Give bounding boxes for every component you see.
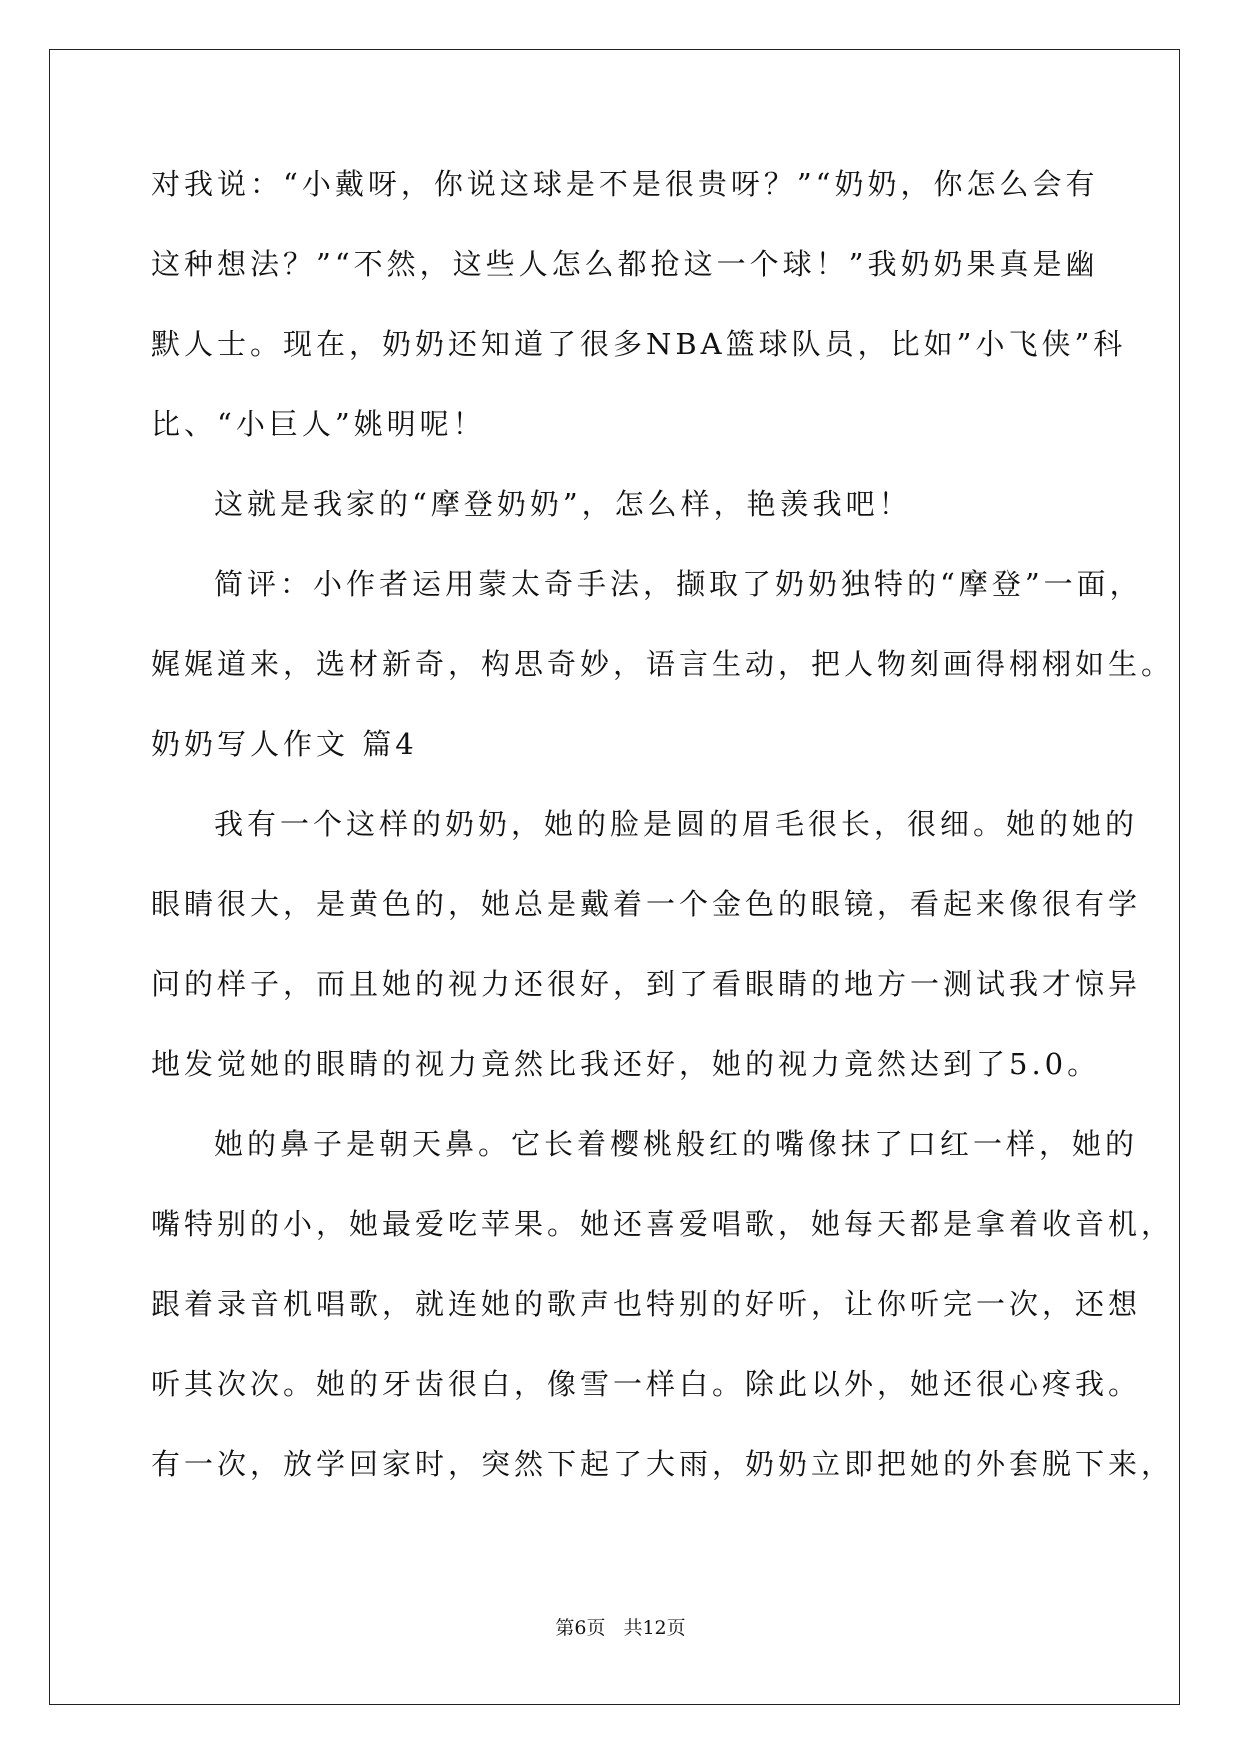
text-line: 跟着录音机唱歌，就连她的歌声也特别的好听，让你听完一次，还想 [151, 1287, 1142, 1321]
text-line: 她的鼻子是朝天鼻。它长着樱桃般红的嘴像抹了口红一样，她的 [214, 1127, 1139, 1161]
text-line: 比、“小巨人”姚明呢！ [151, 407, 486, 441]
text-line: 娓娓道来，选材新奇，构思奇妙，语言生动，把人物刻画得栩栩如生。 [151, 647, 1175, 681]
text-line: 这就是我家的“摩登奶奶”，怎么样，艳羡我吧！ [214, 487, 912, 521]
text-line: 简评：小作者运用蒙太奇手法，撷取了奶奶独特的“摩登”一面， [214, 567, 1143, 601]
text-line: 这种想法？”“不然，这些人怎么都抢这一个球！”我奶奶果真是幽 [151, 247, 1099, 281]
text-line: 地发觉她的眼睛的视力竟然比我还好，她的视力竟然达到了5.0。 [151, 1047, 1101, 1081]
text-line: 听其次次。她的牙齿很白，像雪一样白。除此以外，她还很心疼我。 [151, 1367, 1142, 1401]
text-line: 我有一个这样的奶奶，她的脸是圆的眉毛很长，很细。她的她的 [214, 807, 1139, 841]
text-line: 有一次，放学回家时，突然下起了大雨，奶奶立即把她的外套脱下来， [151, 1447, 1175, 1481]
page-footer [0, 1616, 1241, 1640]
text-line: 嘴特别的小，她最爱吃苹果。她还喜爱唱歌，她每天都是拿着收音机， [151, 1207, 1175, 1241]
text-line: 问的样子，而且她的视力还很好，到了看眼睛的地方一测试我才惊异 [151, 967, 1142, 1001]
text-line: 眼睛很大，是黄色的，她总是戴着一个金色的眼镜，看起来像很有学 [151, 887, 1142, 921]
text-line: 对我说：“小戴呀，你说这球是不是很贵呀？”“奶奶，你怎么会有 [151, 167, 1099, 201]
page-number-total: 共12页 [623, 1617, 686, 1639]
section-heading: 奶奶写人作文 篇4 [151, 727, 418, 761]
page-number-current: 第6页 [555, 1617, 606, 1639]
text-line: 默人士。现在，奶奶还知道了很多NBA篮球队员，比如”小飞侠”科 [151, 327, 1127, 361]
